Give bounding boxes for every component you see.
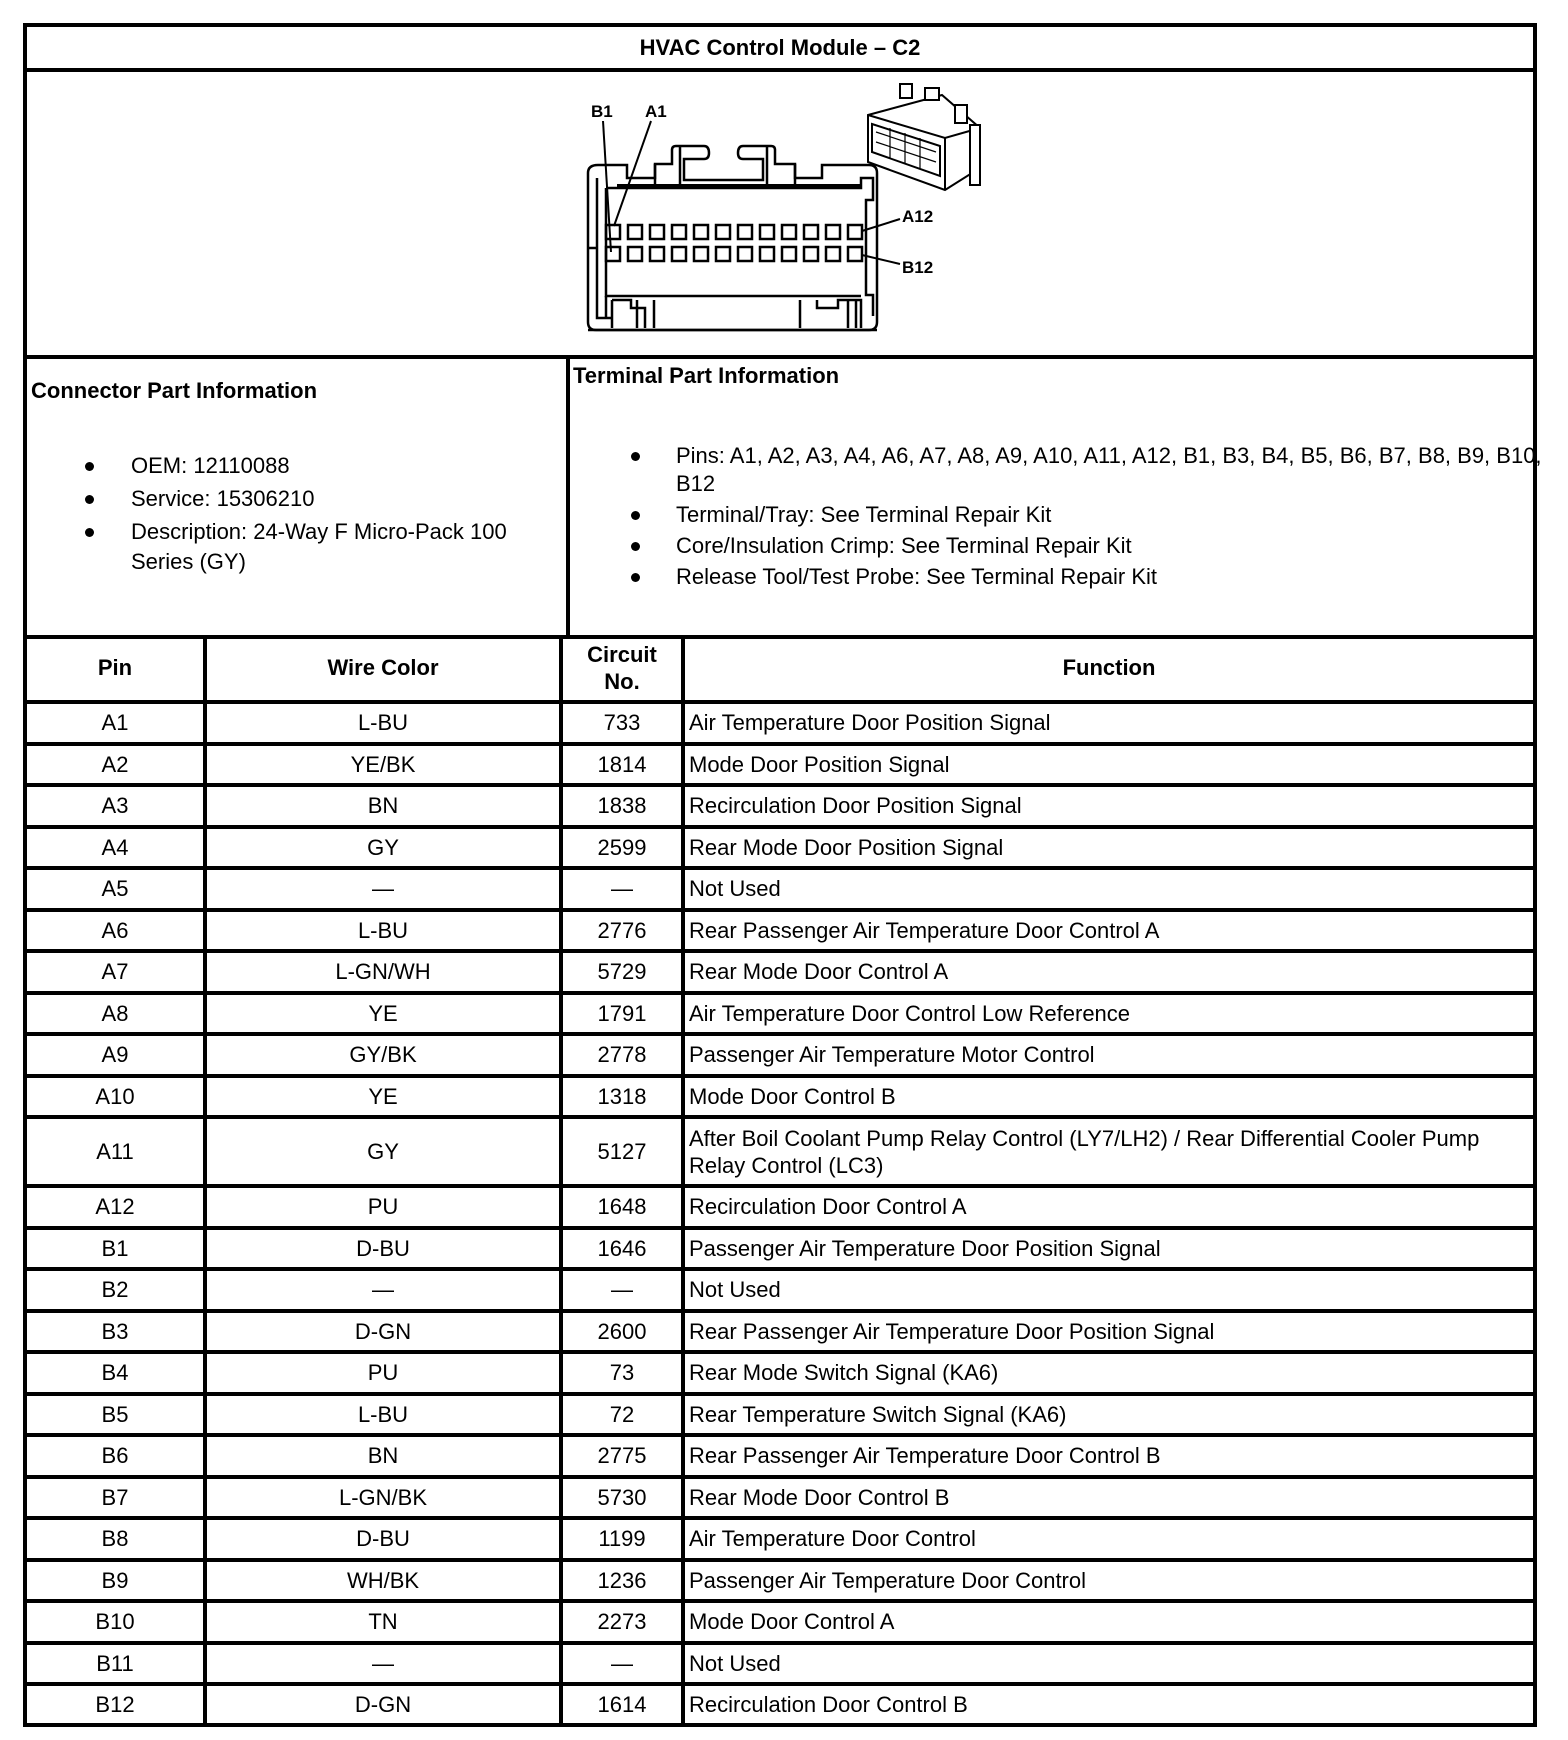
- connector-sheet: [23, 23, 1542, 1727]
- page-title: HVAC Control Module – C2: [27, 27, 1533, 72]
- table-header-row: [27, 635, 1533, 702]
- part-info-section: [27, 359, 1542, 639]
- bullet-icon: [631, 511, 640, 520]
- bullet-icon: [85, 528, 94, 537]
- connector-info-heading: Connector Part Information: [31, 378, 318, 403]
- pin-label-a12: A12: [902, 207, 934, 226]
- table-row: B6 BN 2775 Rear Passenger Air Temperature Door Control B: [27, 1435, 1533, 1477]
- pin-label-b1: B1: [591, 102, 613, 121]
- connector-3d-icon: [868, 84, 980, 190]
- pin-cavities: [603, 121, 900, 264]
- list-item: Core/Insulation Crimp: See Terminal Repair Kit: [676, 532, 1546, 560]
- connector-info-list: [131, 451, 563, 580]
- list-item: Pins: A1, A2, A3, A4, A6, A7, A8, A9, A10, A11, A12, B1, B3, B4, B5, B6, B7, B8, B9, B10, B12: [676, 442, 1546, 498]
- table-row: A12 PU 1648 Recirculation Door Control A: [27, 1186, 1533, 1228]
- bullet-icon: [631, 542, 640, 551]
- table-row: A8 YE 1791 Air Temperature Door Control Low Reference: [27, 993, 1533, 1035]
- connector-diagram-section: [27, 68, 1533, 359]
- table-row: B8 D-BU 1199 Air Temperature Door Control: [27, 1518, 1533, 1560]
- terminal-part-info: [570, 359, 1542, 635]
- pin-label-a1: A1: [645, 102, 667, 121]
- table-row: A4 GY 2599 Rear Mode Door Position Signal: [27, 827, 1533, 869]
- pinout-table: [27, 635, 1533, 1724]
- header-wire-color: Wire Color: [205, 635, 561, 702]
- header-pin: Pin: [27, 635, 205, 702]
- bullet-icon: [631, 573, 640, 582]
- table-row: A1 L-BU 733 Air Temperature Door Position Signal: [27, 702, 1533, 744]
- table-row: B2 — — Not Used: [27, 1269, 1533, 1311]
- list-item: OEM: 12110088: [131, 451, 563, 481]
- table-row: B12 D-GN 1614 Recirculation Door Control B: [27, 1684, 1533, 1724]
- header-circuit-no: Circuit No.: [561, 635, 683, 702]
- table-row: B4 PU 73 Rear Mode Switch Signal (KA6): [27, 1352, 1533, 1394]
- table-row: B11 — — Not Used: [27, 1643, 1533, 1685]
- terminal-info-heading: Terminal Part Information: [573, 363, 840, 388]
- table-row: B7 L-GN/BK 5730 Rear Mode Door Control B: [27, 1477, 1533, 1519]
- table-row: B1 D-BU 1646 Passenger Air Temperature Door Position Signal: [27, 1228, 1533, 1270]
- table-row: A9 GY/BK 2778 Passenger Air Temperature Motor Control: [27, 1034, 1533, 1076]
- pin-label-b12: B12: [902, 258, 934, 277]
- connector-part-info: [27, 359, 570, 635]
- list-item: Release Tool/Test Probe: See Terminal Repair Kit: [676, 563, 1546, 591]
- list-item: Service: 15306210: [131, 484, 563, 514]
- table-row: A6 L-BU 2776 Rear Passenger Air Temperature Door Control A: [27, 910, 1533, 952]
- bullet-icon: [85, 495, 94, 504]
- connector-face-diagram: [27, 68, 1533, 355]
- table-row: A7 L-GN/WH 5729 Rear Mode Door Control A: [27, 951, 1533, 993]
- table-row: B9 WH/BK 1236 Passenger Air Temperature Door Control: [27, 1560, 1533, 1602]
- table-row: B5 L-BU 72 Rear Temperature Switch Signal (KA6): [27, 1394, 1533, 1436]
- header-function: Function: [683, 635, 1533, 702]
- table-row: B10 TN 2273 Mode Door Control A: [27, 1601, 1533, 1643]
- list-item: Terminal/Tray: See Terminal Repair Kit: [676, 501, 1546, 529]
- list-item: Description: 24-Way F Micro-Pack 100 Series (GY): [131, 517, 563, 577]
- terminal-info-list: [676, 442, 1546, 594]
- table-row: A3 BN 1838 Recirculation Door Position Signal: [27, 785, 1533, 827]
- table-row: B3 D-GN 2600 Rear Passenger Air Temperature Door Position Signal: [27, 1311, 1533, 1353]
- table-row: A11 GY 5127 After Boil Coolant Pump Relay Control (LY7/LH2) / Rear Differential Cooler Pump Relay Control (LC3): [27, 1117, 1533, 1186]
- bullet-icon: [85, 462, 94, 471]
- table-row: A5 — — Not Used: [27, 868, 1533, 910]
- bullet-icon: [631, 452, 640, 461]
- table-row: A2 YE/BK 1814 Mode Door Position Signal: [27, 744, 1533, 786]
- table-row: A10 YE 1318 Mode Door Control B: [27, 1076, 1533, 1118]
